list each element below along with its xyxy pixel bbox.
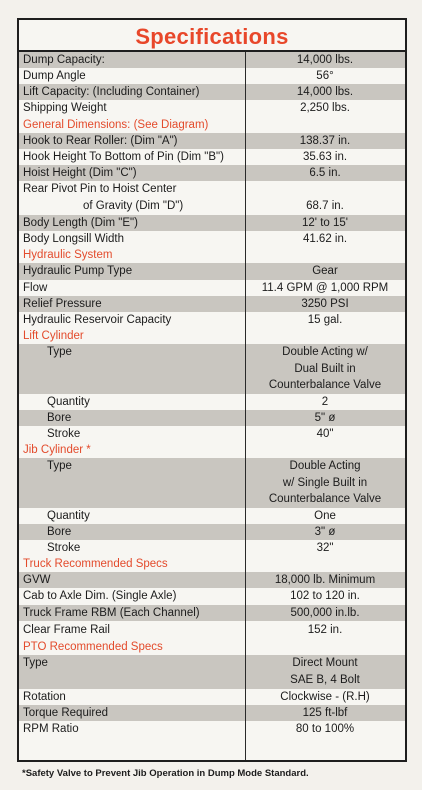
spec-label [19,689,245,705]
spec-row [19,133,405,149]
spec-value [245,442,405,458]
spec-value [245,149,405,165]
spec-value [245,426,405,442]
spec-label-line: Type [23,657,48,669]
spec-value-line: 68.7 in. [306,200,344,212]
spec-rows [19,52,405,738]
spec-row [19,344,405,394]
spec-value [245,296,405,312]
spec-row [19,165,405,181]
spec-label-line: Truck Frame RBM (Each Channel) [23,607,200,619]
spec-row [19,605,405,621]
spec-value [245,689,405,705]
spec-row [19,705,405,721]
spec-value-line: 102 to 120 in. [290,590,360,602]
spec-label [19,426,245,442]
spec-label [19,100,245,117]
section-heading-row [19,556,405,572]
spec-row [19,524,405,540]
spec-value [245,328,405,344]
spec-label-line: Lift Capacity: (Including Container) [23,86,200,98]
spec-value-line: 6.5 in. [309,167,341,179]
spec-value [245,52,405,68]
spec-label-line: Truck Recommended Specs [23,558,168,570]
spec-value-line: 80 to 100% [295,723,355,735]
spec-value [245,181,405,215]
spec-label-line: Hook to Rear Roller: (Dim "A") [23,135,178,147]
section-heading-row [19,442,405,458]
spec-row [19,149,405,165]
spec-label-line: Hook Height To Bottom of Pin (Dim "B") [23,151,224,163]
section-heading-row [19,328,405,344]
spec-label [19,655,245,689]
section-heading [19,442,245,458]
spec-label [19,588,245,605]
spec-sheet [17,18,407,762]
spec-label [19,165,245,181]
spec-value-line: 40" [316,428,334,440]
spec-value-line: 41.62 in. [302,233,348,245]
spec-label [19,296,245,312]
spec-label-line: Stroke [47,542,81,554]
spec-table [19,52,405,760]
spec-label-line: Hoist Height (Dim "C") [23,167,137,179]
spec-label [19,410,245,426]
spec-value [245,231,405,247]
spec-value-line: Counterbalance Valve [268,379,382,392]
spec-label-line: Relief Pressure [23,298,102,310]
spec-value [245,84,405,100]
spec-value-line [245,247,405,263]
spec-label-line: Hydraulic Reservoir Capacity [23,314,172,326]
spec-row [19,312,405,328]
spec-value [245,458,405,508]
spec-label [19,721,245,738]
spec-value-line: One [314,510,336,522]
spec-value [245,705,405,721]
spec-row [19,458,405,508]
spec-value [245,621,405,639]
spec-label-line: Clear Frame Rail [23,624,110,636]
spec-value-line [245,117,405,133]
spec-value-line [245,639,405,655]
spec-label-line: Rotation [23,691,66,703]
spec-value-line: 32" [316,542,334,554]
spec-value-line [245,556,405,572]
spec-value-line: 18,000 lb. Minimum [274,574,376,586]
spec-value [245,588,405,605]
spec-label-line: Bore [47,412,72,424]
spec-label [19,231,245,247]
spec-label-line: Torque Required [23,707,109,719]
spec-row [19,394,405,410]
spec-label-line: Shipping Weight [23,102,107,114]
section-heading [19,556,245,572]
spec-label [19,68,245,84]
section-heading-row [19,117,405,133]
spec-value-line: 14,000 lbs. [296,86,354,98]
spec-label [19,52,245,68]
page-title: Specifications [19,20,405,52]
spec-value-line: 500,000 in.lb. [290,607,360,619]
spec-label-line: Hydraulic Pump Type [23,265,133,277]
spec-value-line: 14,000 lbs. [296,54,354,66]
spec-value-line [245,328,405,344]
spec-label-line: Hydraulic System [23,249,113,261]
spec-label-line: Quantity [47,510,90,522]
spec-value [245,605,405,621]
spec-label-line: Type [47,460,72,472]
spec-value [245,721,405,738]
section-heading [19,117,245,133]
spec-row [19,84,405,100]
section-heading [19,639,245,655]
spec-row [19,588,405,605]
spec-label [19,215,245,231]
section-heading-row [19,639,405,655]
spec-label-line: Dump Angle [23,70,86,82]
spec-label-line: Lift Cylinder [23,330,84,342]
spec-row [19,215,405,231]
spec-row [19,100,405,117]
spec-value [245,655,405,689]
spec-value [245,410,405,426]
spec-row [19,572,405,588]
spec-row [19,296,405,312]
spec-label [19,572,245,588]
spec-value-line: 5" ø [314,412,336,424]
spec-label [19,458,245,508]
spec-value [245,133,405,149]
spec-row [19,68,405,84]
spec-row [19,721,405,738]
spec-label-line: Stroke [47,428,81,440]
spec-row [19,263,405,280]
spec-label-line: GVW [23,574,51,586]
spec-label [19,621,245,639]
spec-label [19,540,245,556]
spec-value-line: Double Acting [289,460,361,472]
spec-value [245,100,405,117]
spec-label [19,524,245,540]
spec-value-line: 3" ø [314,526,336,538]
spec-value [245,344,405,394]
spec-label-line: Quantity [47,396,90,408]
spec-label-line: Body Length (Dim "E") [23,217,138,229]
spec-row [19,508,405,524]
spec-value [245,572,405,588]
spec-value-line: 11.4 GPM @ 1,000 RPM [261,282,389,294]
spec-value-line: 12' to 15' [302,217,348,229]
spec-row [19,231,405,247]
spec-row [19,280,405,296]
spec-label [19,394,245,410]
spec-value [245,639,405,655]
spec-value-line: Double Acting w/ [282,346,368,358]
spec-label [19,508,245,524]
spec-label-line: PTO Recommended Specs [23,641,163,653]
spec-value-line: 138.37 in. [299,135,351,147]
spec-label [19,280,245,296]
spec-value [245,394,405,410]
spec-value [245,312,405,328]
spec-value [245,117,405,133]
section-heading-row [19,247,405,263]
section-heading [19,328,245,344]
spec-value-line: 56° [316,70,334,82]
spec-label-line: of Gravity (Dim "D") [83,200,184,212]
spec-value [245,540,405,556]
spec-value-line: Gear [312,265,338,277]
spec-row [19,410,405,426]
spec-row [19,689,405,705]
spec-label-line: Rear Pivot Pin to Hoist Center [23,183,177,195]
spec-row [19,52,405,68]
spec-label-line: Jib Cylinder * [23,444,91,456]
spec-value-line: 15 gal. [307,314,343,326]
spec-value [245,247,405,263]
spec-label-line: Flow [23,282,48,294]
spec-row [19,426,405,442]
spec-label [19,705,245,721]
spec-row [19,621,405,639]
spec-value-line: 2 [321,396,329,408]
spec-value-line: 2,250 lbs. [300,102,350,114]
spec-row [19,655,405,689]
footnote: *Safety Valve to Prevent Jib Operation in Dump Mode Standard. [22,768,309,779]
spec-row [19,181,405,215]
spec-value [245,524,405,540]
spec-value-line: Counterbalance Valve [268,493,382,506]
spec-label [19,605,245,621]
spec-label [19,312,245,328]
spec-label-line: Bore [47,526,72,538]
spec-value [245,263,405,280]
spec-label [19,84,245,100]
spec-label-line: Dump Capacity: [23,54,105,66]
spec-value-line [245,442,405,458]
spec-value-line: 125 ft-lbf [302,707,348,719]
spec-label-line: Cab to Axle Dim. (Single Axle) [23,590,177,602]
spec-label [19,344,245,394]
spec-label [19,133,245,149]
spec-label [19,263,245,280]
section-heading [19,247,245,263]
spec-label [19,149,245,165]
spec-value [245,556,405,572]
spec-value-line: w/ Single Built in [282,476,368,489]
spec-label-line: Type [47,346,72,358]
spec-value-line [245,181,405,198]
spec-label-line: General Dimensions: (See Diagram) [23,119,209,131]
spec-label [19,181,245,215]
spec-value [245,68,405,84]
spec-value [245,280,405,296]
spec-value-line: Direct Mount [292,657,358,669]
spec-value [245,215,405,231]
spec-value-line: 35.63 in. [302,151,348,163]
spec-value [245,508,405,524]
spec-value [245,165,405,181]
spec-value-line: 3250 PSI [301,298,349,310]
column-divider [245,52,246,760]
spec-label-line: Body Longsill Width [23,233,124,245]
spec-value-line: SAE B, 4 Bolt [290,674,360,686]
spec-row [19,540,405,556]
spec-value-line: Clockwise - (R.H) [280,691,370,703]
spec-value-line: 152 in. [307,624,343,636]
spec-label-line: RPM Ratio [23,723,79,735]
spec-value-line: Dual Built in [294,362,356,375]
